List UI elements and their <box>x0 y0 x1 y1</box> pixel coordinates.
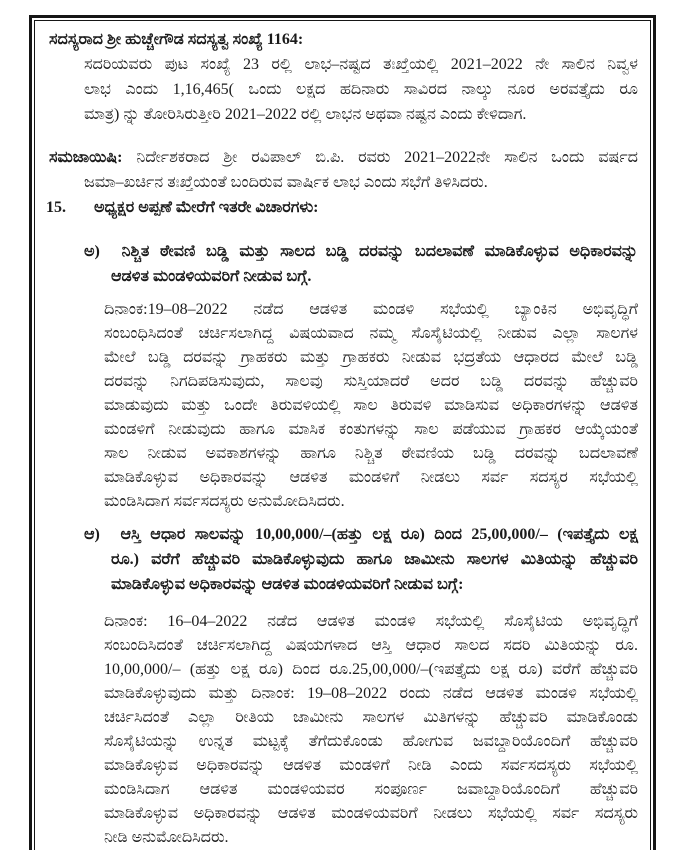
body-line: ನೀಡಿ ಅನುಮೋದಿಸಿದರು. <box>104 829 229 846</box>
clarification-label: ಸಮಜಾಯಿಷಿ: <box>49 149 123 166</box>
body-line: ಮಾಡಿಕೊಳ್ಳುವ ಅಧಿಕಾರವನ್ನು ಆಡಳಿತ ಮಂಡಳಿಗೆ ನೀಡಿ ಎಂದು ಸರ್ವಸದಸ್ಯರು ಸಭೆಯಲ್ಲಿ <box>104 757 638 774</box>
item-15-row <box>46 195 638 220</box>
clarification-section <box>49 145 638 195</box>
body-line: ಮಾಡಿಕೊಳ್ಳುವ ಅಧಿಕಾರವನ್ನು ಆಡಳಿತ ಮಂಡಳಿಯವರಿಗೆ ನೀಡಲು ಸಭೆಯಲ್ಲಿ ಸರ್ವ ಸದಸ್ಯರು <box>104 805 638 822</box>
sub-item-aa-heading-line <box>84 522 638 547</box>
body-line: ಸೊಸೈಟಿಯನ್ನು ಉನ್ನತ ಮಟ್ಟಕ್ಕೆ ತೆಗೆದುಕೊಂಡು ಹೋಗುವ ಜವಬ್ದಾರಿಯೊಂದಿಗೆ ಹೆಚ್ಚುವರಿ <box>104 733 638 750</box>
sub-item-aa-marker: ಆ) <box>84 526 100 543</box>
member-note-line: ಸದರಿಯವರು ಪುಟ ಸಂಖ್ಯೆ 23 ರಲ್ಲಿ ಲಾಭ–ನಷ್ಟದ ತಃಖ್ತೆಯಲ್ಲಿ 2021–2022 ನೇ ಸಾಲಿನ ನಿವ್ವಳ <box>84 56 638 73</box>
body-line: ಮಾಡಿಕೊಳ್ಳುವ ಅಧಿಕಾರವನ್ನು ಆಡಳಿತ ಮಂಡಳಿಗೆ ನೀಡಲು ಸರ್ವ ಸದಸ್ಯರ ಸಭೆಯಲ್ಲಿ <box>104 469 638 486</box>
item-15-number: 15. <box>46 199 66 216</box>
clarification-line-2: ಜಮಾ–ಖರ್ಚಿನ ತಃಖ್ತೆಯಂತೆ ಬಂದಿರುವ ವಾರ್ಷಿಕ ಲಾಭ ಎಂದು ಸಭೆಗೆ ತಿಳಿಸಿದರು. <box>84 174 488 191</box>
body-line: ಸಾಲ ನೀಡುವ ಅವಕಾಶಗಳನ್ನು ಹಾಗೂ ನಿಶ್ಚಿತ ಠೇವಣಿಯ ಬಡ್ಡಿ ದರವನ್ನು ಬದಲಾವಣೆ <box>104 445 638 462</box>
member-note-heading: ಸದಸ್ಯರಾದ ಶ್ರೀ ಹುಚ್ಚೇಗೌಡ ಸದಸ್ಯತ್ವ ಸಂಖ್ಯೆ 1164: <box>49 31 304 48</box>
page-border-outer <box>29 15 656 850</box>
body-line: ದಿನಾಂಕ: 16–04–2022 ನಡೆದ ಆಡಳಿತ ಮಂಡಳಿ ಸಭೆಯಲ್ಲಿ ಸೊಸೈಟಿಯ ಅಭಿವೃದ್ಧಿಗೆ <box>104 613 638 630</box>
body-line: ಮಾಡುವುದು ಮತ್ತು ಒಂದೇ ತಿರುವಳಿಯಲ್ಲಿ ಸಾಲ ತಿರುವಳಿ ಮಾಡಿಸುವ ಅಧಿಕಾರಗಳನ್ನು ಆಡಳಿತ <box>104 397 638 414</box>
clarification-line-1 <box>49 145 638 170</box>
sub-item-a-heading-line: ಆಡಳಿತ ಮಂಡಳಿಯವರಿಗೆ ನೀಡುವ ಬಗ್ಗೆ. <box>111 268 312 285</box>
body-line: ಚರ್ಚಿಸಿದಂತೆ ಎಲ್ಲಾ ರೀತಿಯ ಜಾಮೀನು ಸಾಲಗಳ ಮಿತಿಗಳನ್ನು ಹೆಚ್ಚುವರಿ ಮಾಡಿಕೊಂಡು <box>104 709 638 726</box>
sub-item-a-heading-line <box>84 239 638 264</box>
body-line: ಸಂಬಂಧಿಸಿದಂತೆ ಚರ್ಚಿಸಲಾಗಿದ್ದ ವಿಷಯವಾದ ನಮ್ಮ ಸೊಸೈಟಿಯಲ್ಲಿ ನೀಡುವ ಎಲ್ಲಾ ಸಾಲಗಳ <box>104 325 638 342</box>
sub-item-a-body <box>49 298 638 514</box>
body-line: 10,00,000/– (ಹತ್ತು ಲಕ್ಷ ರೂ) ದಿಂದ ರೂ.25,00,000/–(ಇಪತ್ತೈದು ಲಕ್ಷ ರೂ) ವರೆಗೆ ಹೆಚ್ಚುವರಿ <box>104 661 638 678</box>
body-line: ಮಾಡಿಕೊಳ್ಳುವುದು ಮತ್ತು ದಿನಾಂಕ: 19–08–2022 ರಂದು ನಡೆದ ಆಡಳಿತ ಮಂಡಳಿ ಸಭೆಯಲ್ಲಿ <box>104 685 638 702</box>
body-line: ಮೇಲೆ ಬಡ್ಡಿ ದರವನ್ನು ಗ್ರಾಹಕರು ಮತ್ತು ಗ್ರಾಹಕರು ನೀಡುವ ಭದ್ರತೆಯ ಆಧಾರದ ಮೇಲೆ ಬಡ್ಡಿ <box>104 349 638 366</box>
body-line: ದಿನಾಂಕ:19–08–2022 ನಡೆದ ಆಡಳಿತ ಮಂಡಳಿ ಸಭೆಯಲ್ಲಿ ಬ್ಯಾಂಕಿನ ಅಭಿವೃದ್ಧಿಗೆ <box>104 301 638 318</box>
body-line: ಮಂಡಿಸಿದಾಗ ಆಡಳಿತ ಮಂಡಳಿಯವರ ಸಂಪೂರ್ಣ ಜವಾಬ್ದಾರಿಯೊಂದಿಗೆ ಹೆಚ್ಚುವರಿ <box>104 781 638 798</box>
sub-item-aa-heading <box>49 522 638 597</box>
body-line: ಮಂಡಿಸಿದಾಗ ಸರ್ವಸದಸ್ಯರು ಅನುಮೋದಿಸಿದರು. <box>104 493 345 510</box>
sub-item-aa-heading-line: ಮಾಡಿಕೊಳ್ಳುವ ಅಧಿಕಾರವನ್ನು ಆಡಳಿತ ಮಂಡಳಿಯವರಿಗೆ ನೀಡುವ ಬಗ್ಗೆ: <box>111 576 464 593</box>
body-line: ಮಂಡಳಿಗೆ ನೀಡುವುದು ಹಾಗೂ ಮಾಸಿಕ ಕಂತುಗಳನ್ನು ಸಾಲ ಪಡೆಯುವ ಗ್ರಾಹಕರ ಆಯ್ಕೆಯಂತೆ <box>104 421 638 438</box>
sub-item-aa-heading-text: ಆಸ್ತಿ ಆಧಾರ ಸಾಲವನ್ನು 10,00,000/–(ಹತ್ತು ಲಕ್ಷ ರೂ) ದಿಂದ 25,00,000/– (ಇಪತ್ತೈದು ಲಕ್ಷ <box>120 526 638 543</box>
sub-item-a-heading <box>49 239 638 289</box>
sub-item-aa-heading-line: ರೂ.) ವರೆಗೆ ಹೆಚ್ಚುವರಿ ಮಾಡಿಕೊಳ್ಳುವುದು ಹಾಗೂ ಜಾಮೀನು ಸಾಲಗಳ ಮಿತಿಯನ್ನು ಹೆಚ್ಚುವರಿ <box>111 551 638 568</box>
sub-item-aa-body <box>49 610 638 850</box>
sub-item-a-heading-text: ನಿಶ್ಚಿತ ಠೇವಣಿ ಬಡ್ಡಿ ಮತ್ತು ಸಾಲದ ಬಡ್ಡಿ ದರವನ್ನು ಬದಲಾವಣೆ ಮಾಡಿಕೊಳ್ಳುವ ಅಧಿಕಾರವನ್ನು <box>121 243 638 260</box>
sub-item-a-marker: ಅ) <box>84 243 100 260</box>
member-note-line: ಲಾಭ ಎಂದು 1,16,465( ಒಂದು ಲಕ್ಷದ ಹದಿನಾರು ಸಾವಿರದ ನಾಲ್ಕು ನೂರ ಅರವತ್ತೈದು ರೂ <box>84 81 638 98</box>
clarification-text: ನಿರ್ದೇಶಕರಾದ ಶ್ರೀ ರವಿಪಾಲ್ ಬಿ.ಪಿ. ರವರು 2021–2022ನೇ ಸಾಲಿನ ಒಂದು ವರ್ಷದ <box>136 149 639 166</box>
member-note-line: ಮಾತ್ರ) ನ್ನು ತೋರಿಸಿರುತ್ತೀರಿ 2021–2022 ರಲ್ಲಿ ಲಾಭನ ಅಥವಾ ನಷ್ಟನ ಎಂದು ಕೇಳಿದಾಗ. <box>84 106 527 123</box>
body-line: ದರವನ್ನು ನಿಗದಿಪಡಿಸುವುದು, ಸಾಲವು ಸುಸ್ತಿಯಾದರೆ ಅದರ ಬಡ್ಡಿ ದರವನ್ನು ಹೆಚ್ಚುವರಿ <box>104 373 638 390</box>
body-line: ಸಂಬಂದಿಸಿದಂತೆ ಚರ್ಚಿಸಲಾಗಿದ್ದ ವಿಷಯಗಳಾದ ಆಸ್ತಿ ಆಧಾರ ಸಾಲದ ಸದರಿ ಮಿತಿಯನ್ನು ರೂ. <box>104 637 638 654</box>
page-border-inner <box>34 20 651 850</box>
item-15-heading: ಅಧ್ಯಕ್ಷರ ಅಪ್ಪಣೆ ಮೇರೆಗೆ ಇತರೇ ವಿಚಾರಗಳು: <box>94 199 319 216</box>
member-note-section <box>49 27 638 127</box>
